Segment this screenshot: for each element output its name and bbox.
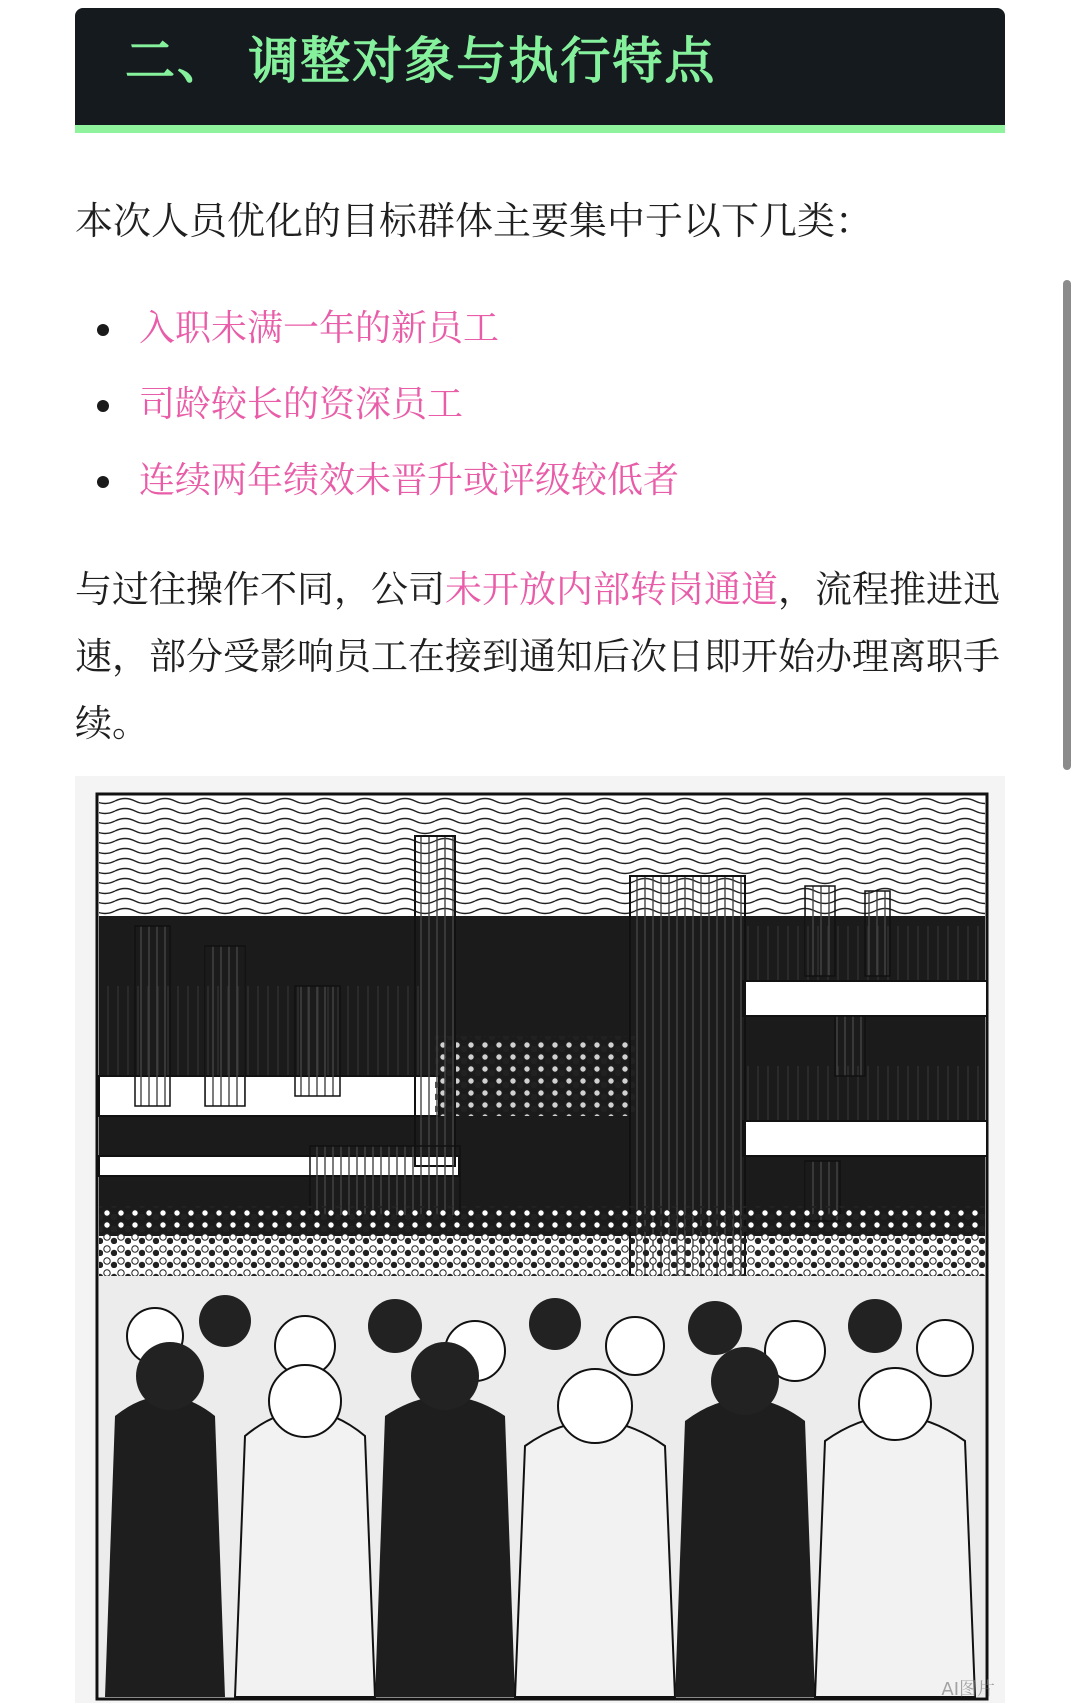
article-illustration <box>75 776 1005 1703</box>
ai-image-watermark: AI图片 <box>941 1679 995 1700</box>
section-title: 二、 调整对象与执行特点 <box>125 32 717 90</box>
bullet-dot-icon <box>97 400 109 412</box>
list-item-label: 司龄较长的资深员工 <box>139 384 464 425</box>
list-item-label: 连续两年绩效未晋升或评级较低者 <box>139 460 680 501</box>
paragraph-text-before: 与过往操作不同，公司 <box>75 568 445 611</box>
target-list <box>75 300 679 528</box>
intro-text: 本次人员优化的目标群体主要集中于以下几类： <box>75 199 874 243</box>
body-paragraph <box>75 556 1005 757</box>
bullet-dot-icon <box>97 324 109 336</box>
section-header <box>75 8 1005 125</box>
list-item <box>75 452 679 528</box>
paragraph-text-after: ，流程推进迅速，部分受影响员工在接到通知后次日即开始办理离职手续。 <box>75 568 1000 745</box>
scrollbar[interactable] <box>1063 280 1071 770</box>
list-item <box>75 376 679 452</box>
section-header-underline <box>75 125 1005 133</box>
list-item <box>75 300 679 376</box>
paragraph-highlight: 未开放内部转岗通道 <box>445 568 778 611</box>
list-item-label: 入职未满一年的新员工 <box>139 308 500 349</box>
crowd-hall-illustration <box>75 776 1005 1703</box>
bullet-dot-icon <box>97 476 109 488</box>
